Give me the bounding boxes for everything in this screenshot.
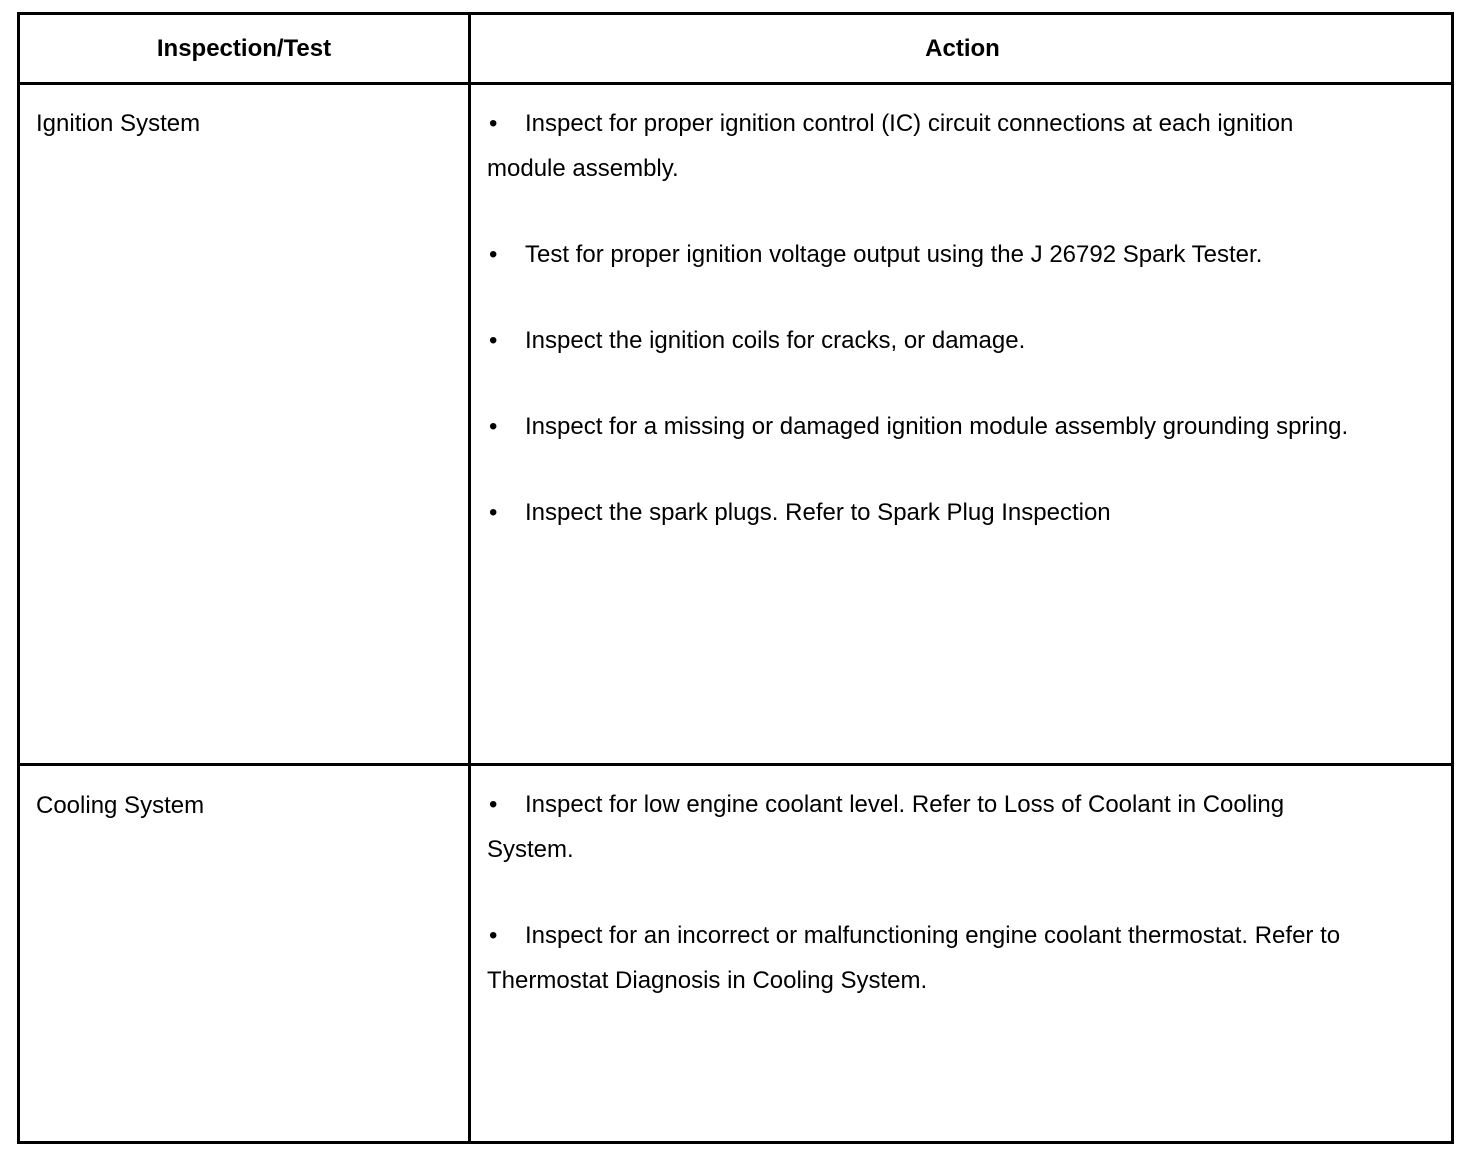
action-item [487, 404, 1367, 449]
bullet-icon: • [489, 413, 498, 440]
column-divider [468, 15, 471, 1141]
action-text: Test for proper ignition voltage output using the J 26792 Spark Tester. [525, 241, 1263, 268]
bullet-icon: • [489, 922, 498, 949]
bullet-icon: • [489, 327, 498, 354]
bullet-icon: • [489, 241, 498, 268]
inspection-table [17, 12, 1454, 1144]
action-item [487, 101, 1367, 191]
action-text: Inspect for low engine coolant level. Refer to Loss of Coolant in Cooling System. [487, 791, 1285, 863]
actions-ignition-system [487, 101, 1367, 576]
action-text: Inspect for proper ignition control (IC) circuit connections at each ignition module assembly. [487, 110, 1294, 182]
bullet-icon: • [489, 110, 498, 137]
bullet-icon: • [489, 499, 498, 526]
action-item [487, 318, 1367, 363]
row-label-ignition-system: Ignition System [36, 110, 201, 137]
action-text: Inspect the spark plugs. Refer to Spark Plug Inspection [525, 499, 1111, 526]
row-divider [20, 763, 1451, 766]
actions-cooling-system [487, 782, 1367, 1044]
action-text: Inspect the ignition coils for cracks, or damage. [525, 327, 1026, 354]
action-item [487, 913, 1367, 1003]
action-item [487, 232, 1367, 277]
header-divider [20, 82, 1451, 85]
action-text: Inspect for an incorrect or malfunctioning engine coolant thermostat. Refer to Thermostat Diagnosis in Cooling System. [487, 922, 1341, 994]
action-item [487, 782, 1367, 872]
bullet-icon: • [489, 791, 498, 818]
action-item [487, 490, 1367, 535]
action-text: Inspect for a missing or damaged ignition module assembly grounding spring. [525, 413, 1349, 440]
header-inspection-test: Inspection/Test [156, 34, 332, 62]
header-action: Action [925, 34, 1000, 62]
row-label-cooling-system: Cooling System [36, 792, 205, 819]
